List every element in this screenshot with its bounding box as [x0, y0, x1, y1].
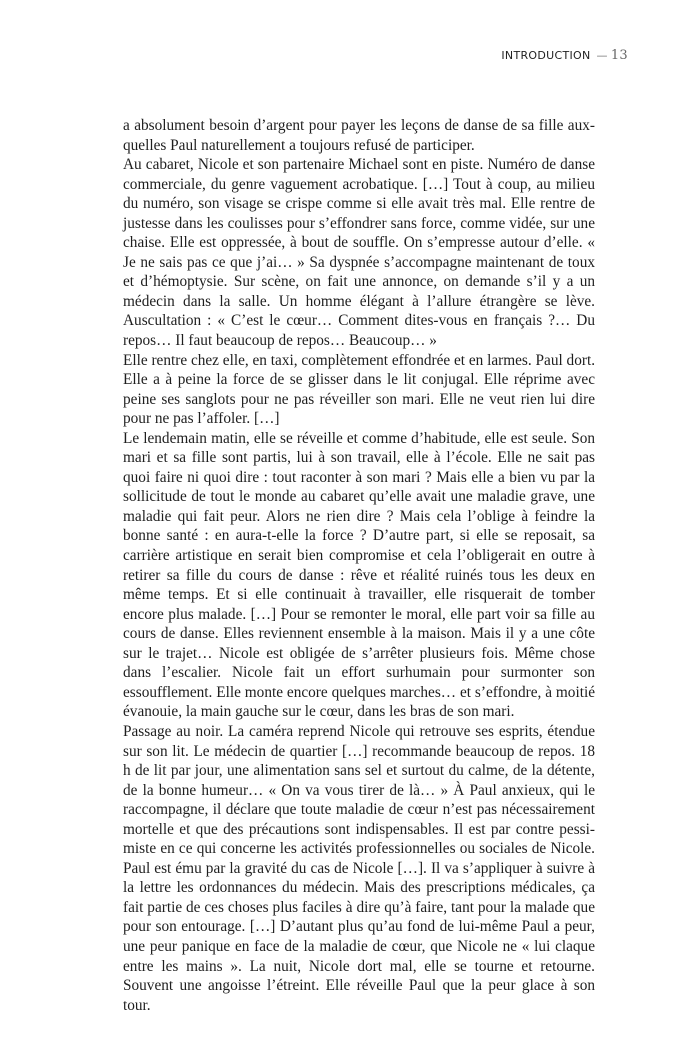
header-separator: — — [596, 49, 608, 62]
paragraph: Elle rentre chez elle, en taxi, complètement effondrée et en larmes. Paul dort. Elle a à peine la force de se glisser dans le lit conjugal. Elle réprime avec peine ses sanglots pour ne pas réveiller son mari. Elle ne veut rien lui dire pour ne pas l’affoler. […] — [123, 351, 596, 428]
body-text — [123, 116, 595, 1015]
running-head — [501, 48, 628, 63]
section-title: INTRODUCTION — [501, 49, 591, 62]
paragraph: Le lendemain matin, elle se réveille et comme d’habitude, elle est seule. Son mari et sa fille sont partis, lui à son travail, elle à l’école. Elle ne sait pas quoi faire ni quoi dire : tout raconter à son mari ? Mais elle a bien vu par la sollicitude de tout le monde au cabaret qu’elle avait une maladie grave, une maladie qui fait peur. Alors ne rien dire ? Mais cela l’oblige à feindre la bonne santé : en aura-t-elle la force ? D’autre part, si elle se reposait, sa carrière artistique en serait bien compromise et cela l’obligerait en outre à retirer sa fille du cours de danse : rêve et réalité ruinés tous les deux en même temps. Et si elle continuait à travailler, elle risquerait de tomber encore plus malade. […] Pour se remonter le moral, elle part voir sa fille au cours de danse. Elles reviennent ensemble à la maison. Mais il y a une côte sur le trajet… Nicole est obligée de s’arrêter plusieurs fois. Même chose dans l’escalier. Nicole fait un effort surhumain pour surmonter son essoufflement. Elle monte encore quelques marches… et s’effondre, à moitié évanouie, la main gauche sur le cœur, dans les bras de son mari. — [123, 429, 595, 721]
page-number: 13 — [610, 48, 628, 63]
paragraph: Au cabaret, Nicole et son partenaire Michael sont en piste. Numéro de danse commerciale, du genre vaguement acrobatique. […] Tout à coup, au milieu du numéro, son visage se crispe comme si elle avait très mal. Elle rentre de justesse dans les coulisses pour s’effondrer sans force, comme vidée, sur une chaise. Elle est oppressée, à bout de souffle. On s’empresse autour d’elle. « Je ne sais pas ce que j’ai… » Sa dyspnée s’accompagne maintenant de toux et d’hémoptysie. Sur scène, on fait une annonce, on demande s’il y a un médecin dans la salle. Un homme élégant à l’allure étrangère se lève. Auscultation : « C’est le cœur… Comment dites-vous en français ?… Du repos… Il faut beaucoup de repos… Beaucoup… » — [123, 156, 595, 350]
paragraph: a absolument besoin d’argent pour payer les leçons de danse de sa fille auxquelles Paul naturellement a toujours refusé de participer. — [123, 117, 595, 154]
paragraph: Passage au noir. La caméra reprend Nicole qui retrouve ses esprits, étendue sur son lit. Le médecin de quartier […] recommande beaucoup de repos. 18 h de lit par jour, une alimentation sans sel et surtout du calme, de la détente, de la bonne humeur… « On va vous tirer de là… » À Paul anxieux, qui le raccompagne, il déclare que toute maladie de cœur n’est pas nécessairement mortelle et que des précautions sont indispensables. Il est par contre pessimiste en ce qui concerne les activités professionnelles ou sociales de Nicole. Paul est ému par la gravité du cas de Nicole […]. Il va s’appliquer à suivre à la lettre les ordonnances du médecin. Mais des prescriptions médicales, ça fait partie de ces choses plus faciles à dire qu’à faire, tant pour la malade que pour son entourage. […] D’autant plus qu’au fond de lui-même Paul a peur, une peur panique en face de la maladie de cœur, que Nicole ne « lui claque entre les mains ». La nuit, Nicole dort mal, elle se tourne et retourne. Souvent une angoisse l’étreint. Elle réveille Paul que la peur glace à son tour. — [123, 722, 595, 1014]
